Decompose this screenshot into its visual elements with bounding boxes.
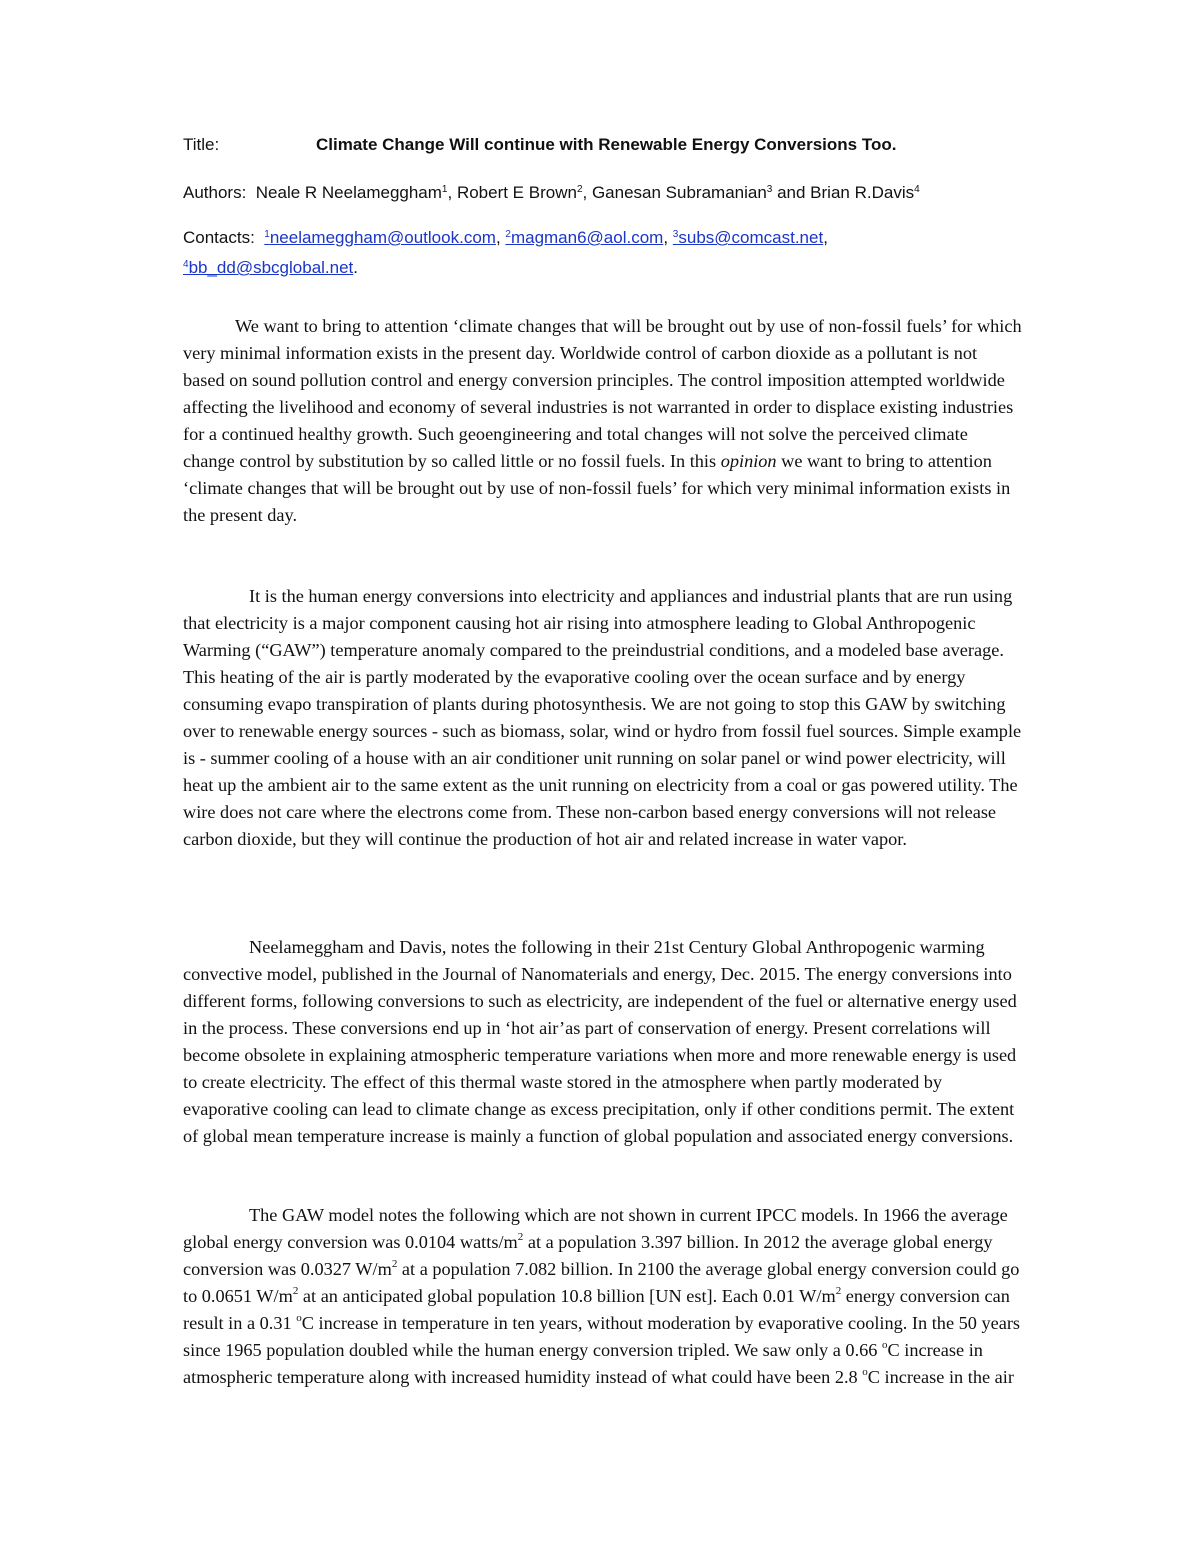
superscript: 2 [391, 1258, 398, 1270]
superscript: 2 [292, 1285, 299, 1297]
paragraph-text: C increase in temperature in ten years, without moderation by evaporative cooling. In the 50 years since 1965 population doubled while the human energy conversion tripled. We saw only a 0.66 [183, 1313, 1021, 1360]
contact-mark: 1 [264, 229, 270, 240]
paragraph-text: We want to bring to attention ‘climate changes that will be brought out by use of non-fossil fuels’ for which very minimal information exists in the present day. Worldwide control of carbon dioxide as a pollutant is not based on sound pollution control and energy conversion principles. The control imposition attempted worldwide affecting the livelihood and economy of several industries is not warranted in order to displace existing industries for a continued healthy growth. Such geoengineering and total changes will not solve the perceived climate change control by substitution by so called little or no fossil fuels. In this [183, 316, 1022, 471]
paragraph-2 [183, 583, 1023, 853]
authors-label: Authors: [183, 183, 247, 202]
paragraph-text: The GAW model notes the following which are not shown in current IPCC models. In 1966 the average global energy conversion was 0.0104 watts/m [183, 1205, 1008, 1252]
contact-mark: 4 [183, 259, 189, 270]
author-affiliation-mark: 1 [441, 184, 448, 195]
author-name: Ganesan Subramanian [591, 183, 767, 202]
contacts-line-continued: $^4$bb_dd@sbcglobal.net. [183, 258, 359, 277]
contacts-line: Contacts: $^1$neelameggham@outlook.com, $^2$magman6@aol.com, $^3$subs@comcast.net, [183, 228, 828, 247]
author-affiliation-mark: 2 [576, 184, 583, 195]
author-name: Brian R.Davis [810, 183, 915, 202]
contact-email-link[interactable] [505, 228, 663, 247]
contact-email: magman6@aol.com [510, 228, 664, 247]
contact-email-link[interactable] [673, 228, 823, 247]
paragraph-text: at a population 3.397 billion. In 2012 the average global energy conversion was 0.0327 W/m [183, 1232, 993, 1279]
contact-email: neelameggham@outlook.com [269, 228, 496, 247]
contact-email-link[interactable] [183, 258, 353, 277]
emphasis-text: opinion [720, 451, 777, 471]
superscript: 2 [835, 1285, 842, 1297]
superscript: o [882, 1339, 888, 1351]
title-label: Title: [183, 135, 220, 154]
contact-email: subs@comcast.net [678, 228, 824, 247]
author-separator: and [772, 183, 811, 202]
paragraph-text: C increase in atmospheric temperature along with increased humidity instead of what could have been 2.8 [183, 1340, 983, 1387]
paragraph-text: It is the human energy conversions into electricity and appliances and industrial plants that are run using that electricity is a major component causing hot air rising into atmosphere leading to Global Anthropogenic Warming (“GAW”) temperature anomaly compared to the preindustrial conditions, and a modeled base average. This heating of the air is partly moderated by the evaporative cooling over the ocean surface and by energy consuming evapo transpiration of plants during photosynthesis. We are not going to stop this GAW by switching over to renewable energy sources - such as biomass, solar, wind or hydro from fossil fuel sources. Simple example is - summer cooling of a house with an air conditioner unit running on solar panel or wind power electricity, will heat up the ambient air to the same extent as the unit running on electricity from a coal or gas powered utility. The wire does not care where the electrons come from. These non-carbon based energy conversions will not release carbon dioxide, but they will continue the production of hot air and related increase in water vapor. [183, 586, 1022, 849]
authors-line [183, 182, 920, 204]
paper-title: Climate Change Will continue with Renewable Energy Conversions Too. [316, 135, 897, 154]
author-affiliation-mark: 3 [766, 184, 773, 195]
title-line [183, 134, 896, 156]
author-name: Neale R Neelameggham [255, 183, 442, 202]
author-separator: , [447, 183, 457, 202]
contacts-label: Contacts: [183, 228, 255, 247]
author-separator: , [582, 183, 592, 202]
paragraph-1 [183, 313, 1023, 529]
paragraph-4 [183, 1202, 1023, 1391]
author-affiliation-mark: 4 [914, 184, 920, 195]
superscript: 2 [517, 1231, 524, 1243]
paragraph-text: we want to bring to attention ‘climate changes that will be brought out by use of non-fossil fuels’ for which very minimal information exists in the present day. [183, 451, 1011, 525]
paragraph-text: Neelameggham and Davis, notes the following in their 21st Century Global Anthropogenic warming convective model, published in the Journal of Nanomaterials and energy, Dec. 2015. The energy conversions into different forms, following conversions to such as electricity, are independent of the fuel or alternative energy used in the process. These conversions end up in ‘hot air’as part of conservation of energy. Present correlations will become obsolete in explaining atmospheric temperature variations when more and more renewable energy is used to create electricity. The effect of this thermal waste stored in the atmosphere when partly moderated by evaporative cooling can lead to climate change as excess precipitation, only if other conditions permit. The extent of global mean temperature increase is mainly a function of global population and associated energy conversions. [183, 937, 1017, 1146]
paragraph-text: at an anticipated global population 10.8 billion [UN est]. Each 0.01 W/m [298, 1286, 836, 1306]
superscript: o [296, 1312, 302, 1324]
paragraph-text: C increase in the air [867, 1367, 1014, 1387]
paragraph-text: energy conversion can result in a 0.31 [183, 1286, 1010, 1333]
contact-mark: 2 [505, 229, 511, 240]
paragraph-3 [183, 934, 1023, 1150]
contact-email-link[interactable] [264, 228, 496, 247]
contact-email: bb_dd@sbcglobal.net [188, 258, 354, 277]
author-name: Robert E Brown [456, 183, 577, 202]
contact-mark: 3 [672, 229, 679, 240]
superscript: o [862, 1366, 868, 1378]
paragraph-text: at a population 7.082 billion. In 2100 the average global energy conversion could go to 0.0651 W/m [183, 1259, 1020, 1306]
